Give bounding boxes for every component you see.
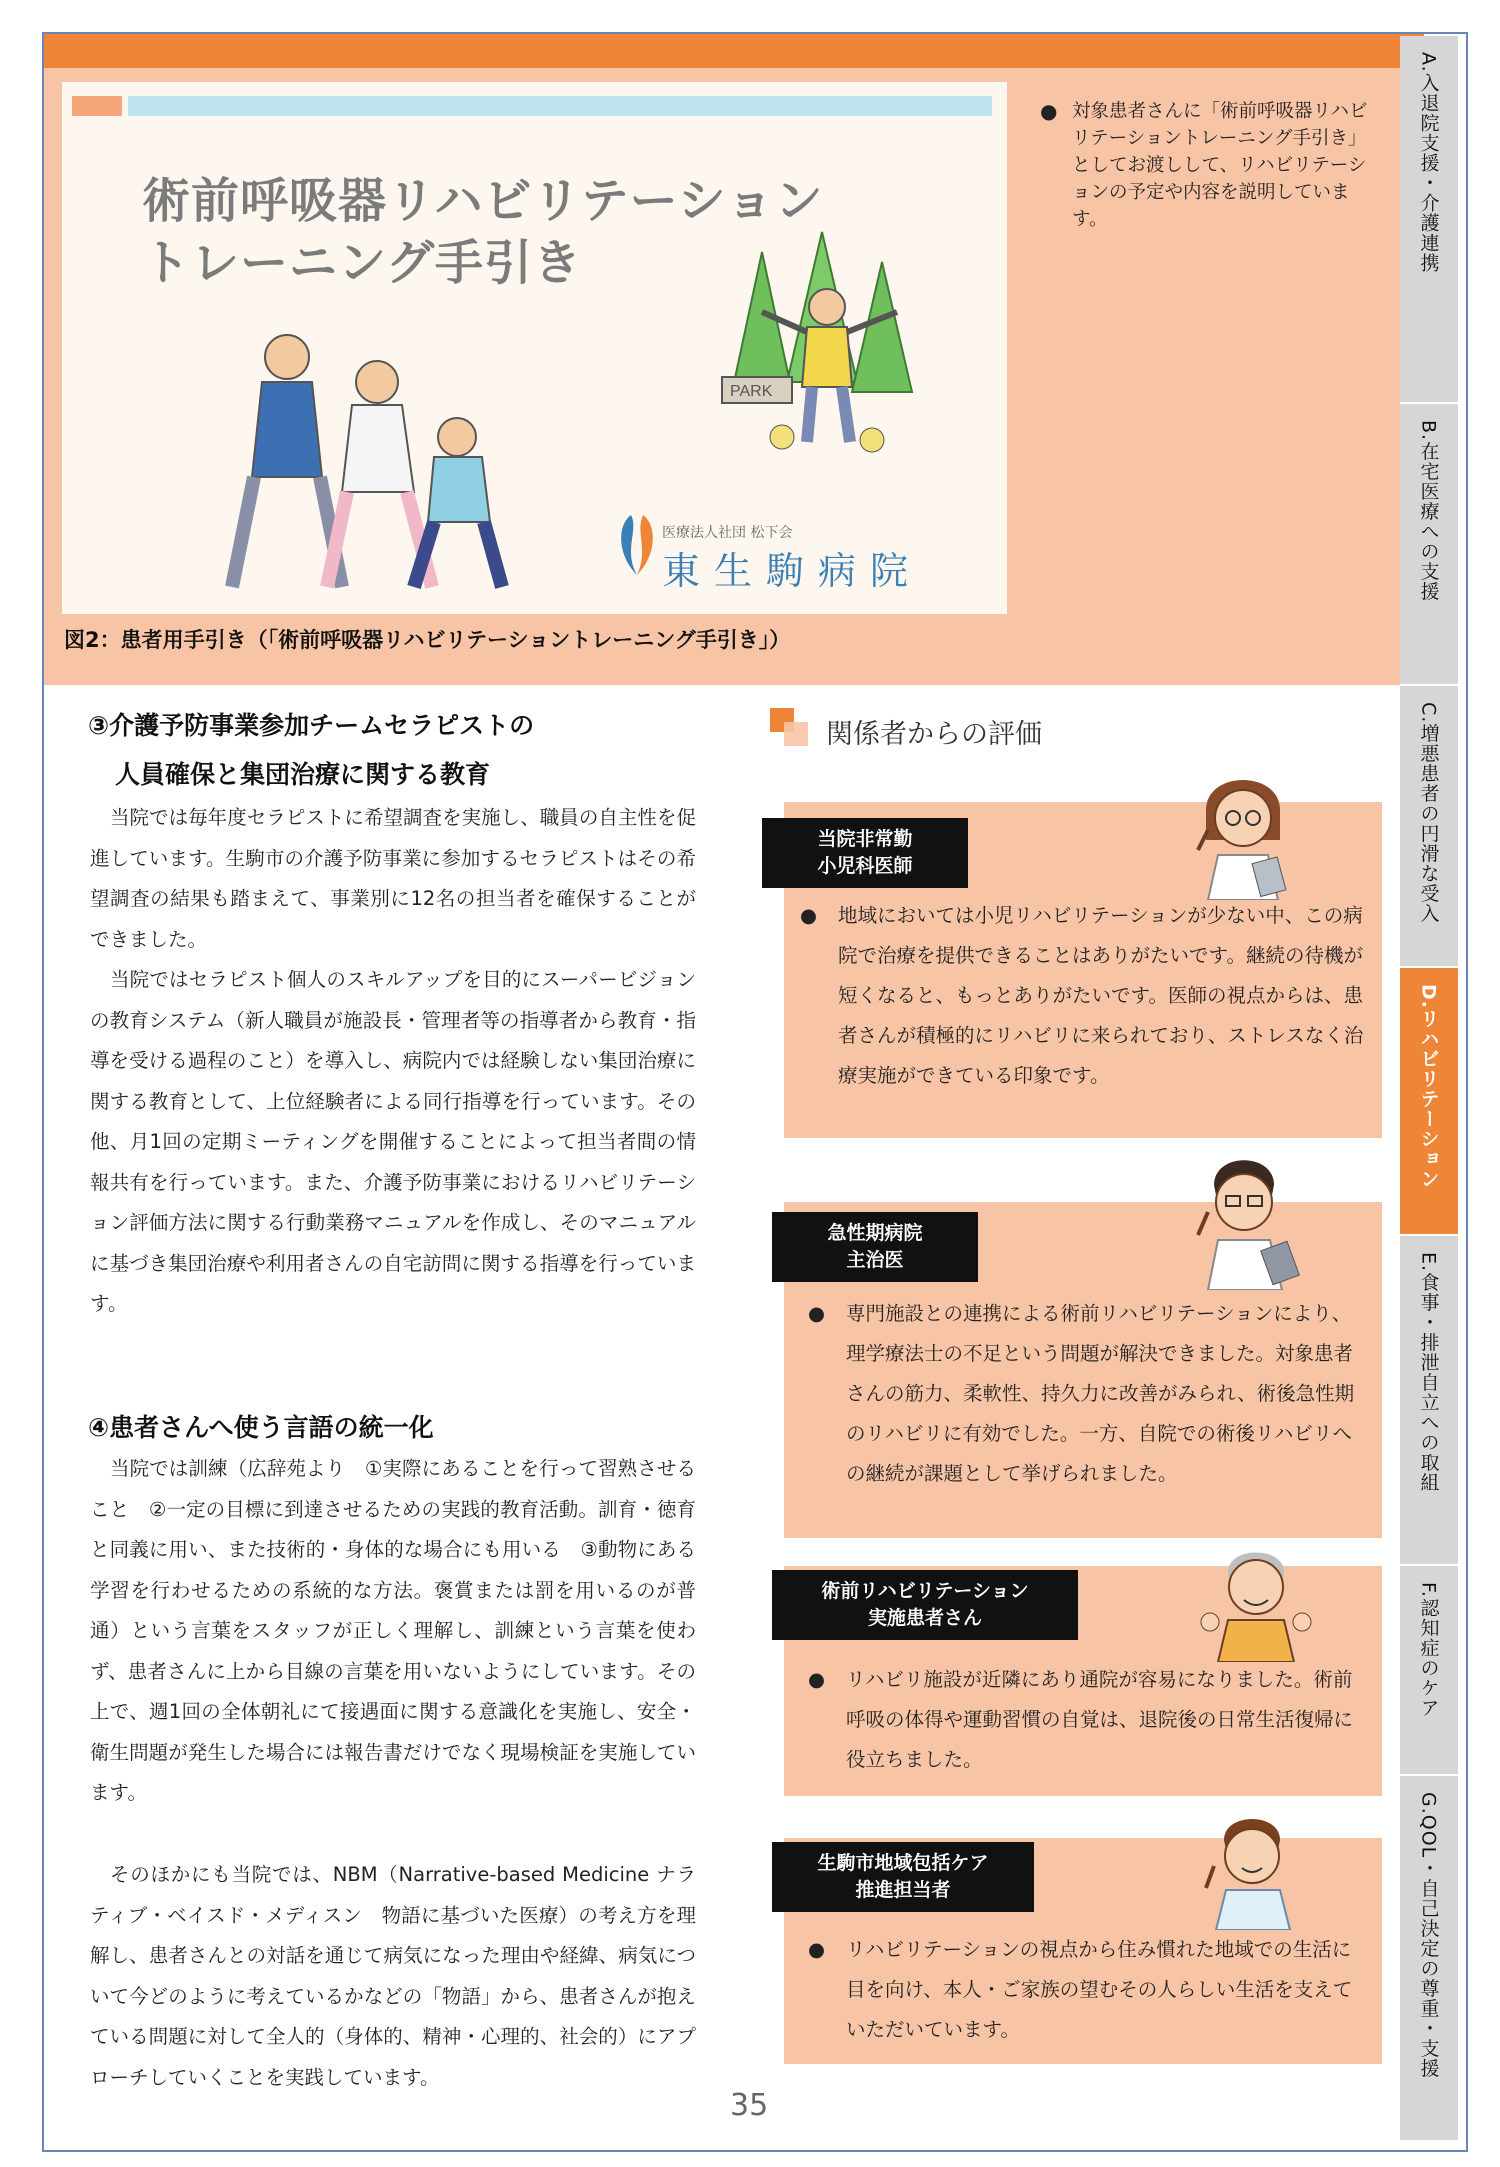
evaluation-text-3-wrap (808, 1660, 1368, 1780)
tab-d[interactable] (1400, 968, 1458, 1236)
role-3-line2: 実施患者さん (867, 1607, 982, 1629)
evaluation-text-1-wrap (800, 896, 1370, 1096)
pamphlet-title-line2: トレーニング手引き (142, 235, 583, 291)
role-4-line2: 推進担当者 (855, 1879, 951, 1901)
pamphlet-stripe-blue (128, 96, 992, 116)
tab-a[interactable] (1400, 36, 1458, 404)
pamphlet-stripe-orange (72, 96, 122, 116)
section3-paragraph1: 当院では毎年度セラピストに希望調査を実施し、職員の自主性を促進しています。生駒市の介護予防事業に参加するセラピストはその希望調査の結果も踏まえて、事業別に12名の担当者を確保することができました。 (90, 806, 696, 951)
evaluator-role-2 (772, 1212, 978, 1282)
doctor-woman-avatar-icon (1188, 760, 1298, 900)
section4-paragraph2: そのほかにも当院では、NBM（Narrative-based Medicine ナラティブ・ベイスド・メディスン 物語に基づいた医療）の考え方を理解し、患者さんとの対話を通じて病気になった理由や経緯、病気について今どのように考えているかなどの「物語」から、患者さんが抱えている問題に対して全人的（身体的、精神・心理的、社会的）にアプローチしていくことを実践しています。 (90, 1863, 696, 2089)
pamphlet-hospital-name: 東生駒病院 (662, 549, 923, 593)
role-2-line2: 主治医 (846, 1249, 904, 1271)
evaluation-text-4-wrap (808, 1930, 1368, 2050)
hero-note (1040, 98, 1370, 233)
section4-title: ④患者さんへ使う言語の統一化 (88, 1413, 434, 1442)
evaluation-text-3: リハビリ施設が近隣にあり通院が容易になりました。術前呼吸の体得や運動習慣の自覚は、退院後の日常生活復帰に役立ちました。 (846, 1668, 1354, 1771)
figure-caption: 図2：患者用手引き（「術前呼吸器リハビリテーショントレーニング手引き」） (64, 628, 791, 652)
pamphlet-title-line1: 術前呼吸器リハビリテーション (142, 173, 824, 229)
tab-f[interactable] (1400, 1566, 1458, 1776)
evaluation-text-4: リハビリテーションの視点から住み慣れた地域での生活に目を向け、本人・ご家族の望むその人らしい生活を支えていただいています。 (846, 1938, 1353, 2041)
evaluator-role-3 (772, 1570, 1078, 1640)
tab-c-label: C.増悪患者の円滑な受入 (1417, 702, 1440, 924)
tab-c[interactable] (1400, 686, 1458, 968)
evaluation-heading: 関係者からの評価 (826, 719, 1042, 750)
walking-people-illustration (192, 297, 552, 607)
tab-a-label: A.入退院支援・介護連携 (1417, 52, 1440, 273)
role-3-line1: 術前リハビリテーション (821, 1580, 1029, 1602)
tab-d-label: D.リハビリテーション (1417, 984, 1440, 1189)
evaluation-text-2: 専門施設との連携による術前リハビリテーションにより、理学療法士の不足という問題が解決できました。対象患者さんの筋力、柔軟性、持久力に改善がみられ、術後急性期のリハビリに有効でした。一方、自院での術後リハビリへの継続が課題として挙げられました。 (846, 1302, 1355, 1485)
hospital-logo-icon (617, 510, 657, 580)
pamphlet-org-small: 医療法人社団 松下会 (662, 525, 793, 541)
tab-f-label: F.認知症のケア (1417, 1582, 1440, 1718)
role-1-line2: 小児科医師 (817, 855, 913, 877)
role-1-line1: 当院非常勤 (817, 828, 913, 850)
section3-title-line2: 人員確保と集団治療に関する教育 (115, 760, 491, 789)
pamphlet-image (62, 82, 1007, 614)
bullet-icon: ● (1040, 99, 1058, 123)
top-accent-bar (44, 34, 1424, 68)
section4-paragraph1: 当院では訓練（広辞苑より ①実際にあることを行って習熟させること ②一定の目標に到達させるための実践的教育活動。訓育・徳育と同義に用い、また技術的・身体的な場合にも用いる ③動物にある学習を行わせるための系統的な方法。褒賞または罰を用いるのが普通）という言葉をスタッフが正しく理解し、訓練という言葉を使わず、患者さんに上から目線の言葉を用いないようにしています。その上で、週1回の全体朝礼にて接遇面に関する意識化を実施し、安全・衛生問題が発生した場合には報告書だけでなく現場検証を実施しています。 (90, 1457, 696, 1804)
evaluation-text-1: 地域においては小児リハビリテーションが少ない中、この病院で治療を提供できることはありがたいです。継続の待機が短くなると、もっとありがたいです。医師の視点からは、患者さんが積極的にリハビリに来られており、ストレスなく治療実施ができている印象です。 (838, 904, 1364, 1087)
bullet-icon: ● (808, 1668, 826, 1691)
care-staff-avatar-icon (1196, 1800, 1306, 1930)
tab-b[interactable] (1400, 404, 1458, 686)
role-4-line1: 生駒市地域包括ケア (817, 1852, 989, 1874)
section3-paragraph2: 当院ではセラピスト個人のスキルアップを目的にスーパービジョンの教育システム（新人職員が施設長・管理者等の指導者から教育・指導を受ける過程のこと）を導入し、病院内では経験しない集団治療に関する教育として、上位経験者による同行指導を行っています。その他、月1回の定期ミーティングを開催することによって担当者間の情報共有を行っています。また、介護予防事業におけるリハビリテーション評価方法に関する行動業務マニュアルを作成し、そのマニュアルに基づき集団治療や利用者さんの自宅訪問に関する指導を行っています。 (90, 968, 696, 1315)
tab-g-label: G.QOL・自己決定の尊重・支援 (1417, 1792, 1440, 2079)
section-marker-icon-overlay (784, 722, 808, 746)
tab-e-label: E.食事・排泄自立への取組 (1417, 1252, 1440, 1493)
section3-title-line1: ③介護予防事業参加チームセラピストの (88, 711, 535, 740)
evaluator-role-1 (762, 818, 968, 888)
bullet-icon: ● (808, 1938, 826, 1961)
doctor-man-avatar-icon (1186, 1140, 1306, 1290)
tab-e[interactable] (1400, 1236, 1458, 1566)
park-tree-illustration (702, 212, 942, 462)
page-number: 35 (730, 2088, 769, 2123)
bullet-icon: ● (800, 904, 818, 927)
tab-b-label: B.在宅医療への支援 (1417, 420, 1440, 602)
evaluator-role-4 (772, 1842, 1034, 1912)
elderly-patient-avatar-icon (1196, 1532, 1316, 1662)
bullet-icon: ● (808, 1302, 826, 1325)
hero-note-text: 対象患者さんに「術前呼吸器リハビリテーショントレーニング手引き」としてお渡しして、リハビリテーションの予定や内容を説明しています。 (1072, 101, 1368, 230)
evaluation-text-2-wrap (808, 1294, 1368, 1494)
tab-g[interactable] (1400, 1776, 1458, 2142)
role-2-line1: 急性期病院 (827, 1222, 923, 1244)
svg-text:PARK: PARK (730, 383, 773, 400)
